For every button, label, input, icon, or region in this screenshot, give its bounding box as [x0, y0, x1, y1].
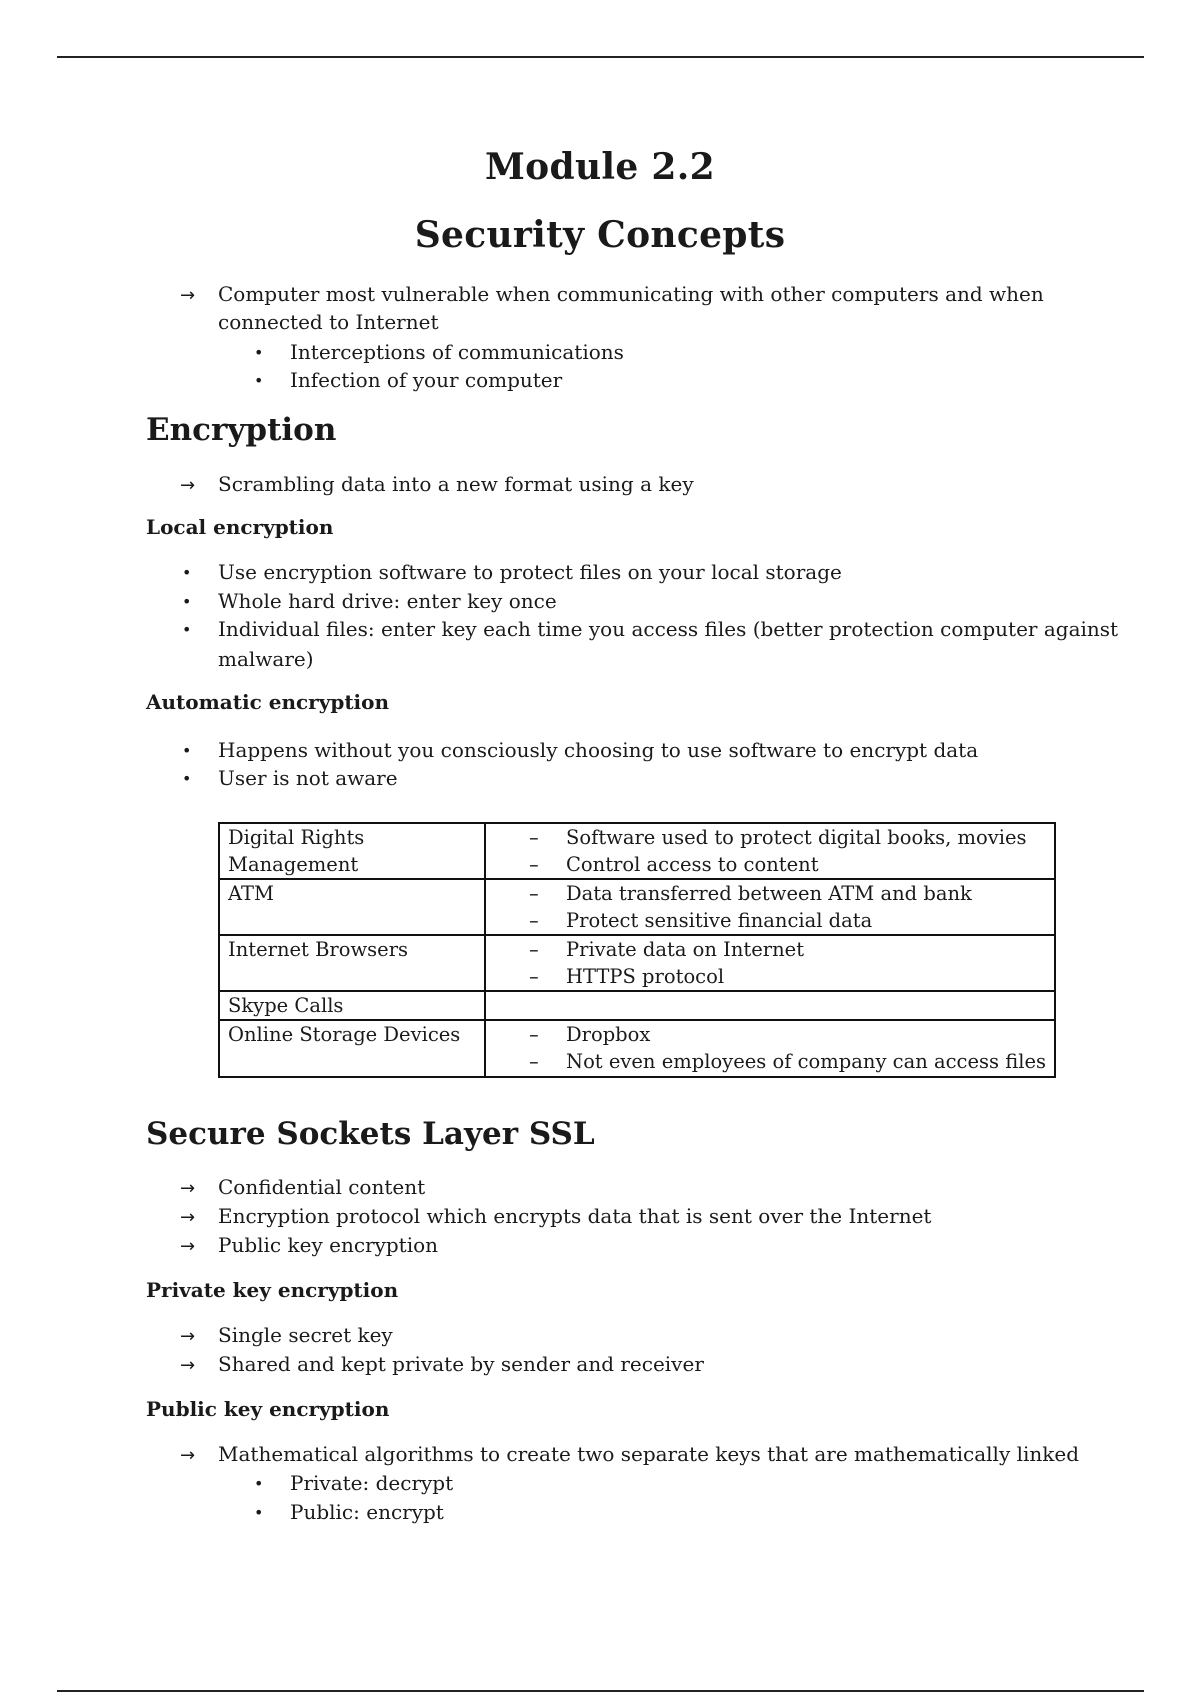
bullet-icon: • [254, 1503, 264, 1522]
table-row [219, 991, 1055, 1020]
arrow-icon: → [180, 1236, 196, 1257]
automatic-bullet-2: User is not aware [218, 766, 398, 790]
intro-text-line-1: Computer most vulnerable when communicating with other computers and when [218, 282, 1044, 306]
arrow-icon: → [180, 1178, 196, 1199]
bullet-icon: • [254, 371, 264, 390]
row-name-line: Internet Browsers [228, 938, 409, 961]
arrow-icon: → [180, 1326, 196, 1347]
dash-icon: – [529, 909, 539, 932]
table-row [219, 1020, 1055, 1077]
table-cell-details [485, 991, 1055, 1020]
list-item [494, 880, 1046, 907]
arrow-icon: → [180, 1355, 196, 1376]
automatic-bullet-1: Happens without you consciously choosing to use software to encrypt data [218, 738, 979, 762]
module-number: Module 2.2 [485, 146, 715, 188]
dash-icon: – [529, 965, 539, 988]
table-cell-name [219, 991, 485, 1020]
table-cell-name [219, 935, 485, 991]
encryption-heading: Encryption [146, 412, 337, 448]
list-item [494, 824, 1046, 851]
list-item [494, 907, 1046, 934]
table-cell-name [219, 1020, 485, 1077]
row-name-line: ATM [228, 882, 274, 905]
top-rule [57, 56, 1144, 58]
table-cell-details [485, 823, 1055, 879]
row-name-line: Management [228, 853, 359, 876]
bullet-icon: • [182, 769, 192, 788]
table-cell-details [485, 935, 1055, 991]
list-item-text: Dropbox [566, 1023, 651, 1046]
table-cell-name [219, 823, 485, 879]
row-name-line: Online Storage Devices [228, 1023, 461, 1046]
table-cell-details [485, 879, 1055, 935]
bullet-icon: • [254, 343, 264, 362]
local-bullet-3: Individual files: enter key each time you access files (better protection computer against [218, 617, 1119, 641]
dash-icon: – [529, 938, 539, 961]
ssl-arrow-1: Confidential content [218, 1175, 426, 1199]
ssl-heading: Secure Sockets Layer SSL [146, 1116, 595, 1152]
list-item [494, 1021, 1046, 1048]
dash-icon: – [529, 1023, 539, 1046]
dash-icon: – [529, 882, 539, 905]
local-bullet-3-continuation: malware) [218, 647, 314, 671]
bottom-rule [57, 1690, 1144, 1692]
bullet-icon: • [254, 1474, 264, 1493]
intro-text-line-2: connected to Internet [218, 310, 439, 334]
arrow-icon: → [180, 475, 196, 496]
table-cell-details [485, 1020, 1055, 1077]
bullet-icon: • [182, 592, 192, 611]
private-key-arrow-2: Shared and kept private by sender and receiver [218, 1352, 704, 1376]
encryption-definition: Scrambling data into a new format using a key [218, 472, 694, 496]
arrow-icon: → [180, 1207, 196, 1228]
list-item-text: Not even employees of company can access files [566, 1050, 1046, 1073]
intro-bullet-1: Interceptions of communications [290, 340, 624, 364]
row-name-line: Digital Rights [228, 826, 365, 849]
bullet-icon: • [182, 620, 192, 639]
list-item-text: Data transferred between ATM and bank [566, 882, 972, 905]
list-item [494, 851, 1046, 878]
local-bullet-2: Whole hard drive: enter key once [218, 589, 557, 613]
ssl-arrow-3: Public key encryption [218, 1233, 439, 1257]
private-key-arrow-1: Single secret key [218, 1323, 393, 1347]
dash-icon: – [529, 1050, 539, 1073]
list-item-text: HTTPS protocol [566, 965, 725, 988]
arrow-icon: → [180, 285, 196, 306]
intro-bullet-2: Infection of your computer [290, 368, 563, 392]
row-name-line: Skype Calls [228, 994, 344, 1017]
automatic-encryption-heading: Automatic encryption [146, 690, 390, 714]
list-item-text: Protect sensitive financial data [566, 909, 873, 932]
list-item-text: Control access to content [566, 853, 819, 876]
list-item-text: Private data on Internet [566, 938, 805, 961]
table-row [219, 879, 1055, 935]
ssl-arrow-2: Encryption protocol which encrypts data that is sent over the Internet [218, 1204, 932, 1228]
list-item [494, 936, 1046, 963]
list-item [494, 963, 1046, 990]
local-bullet-1: Use encryption software to protect files on your local storage [218, 560, 842, 584]
dash-icon: – [529, 853, 539, 876]
list-item-text: Software used to protect digital books, movies [566, 826, 1027, 849]
table-row [219, 823, 1055, 879]
bullet-icon: • [182, 563, 192, 582]
table-row [219, 935, 1055, 991]
public-key-arrow: Mathematical algorithms to create two separate keys that are mathematically linked [218, 1442, 1080, 1466]
table-cell-name [219, 879, 485, 935]
public-key-bullet-1: Private: decrypt [290, 1471, 454, 1495]
public-key-heading: Public key encryption [146, 1397, 390, 1421]
page-title: Security Concepts [414, 214, 786, 256]
public-key-bullet-2: Public: encrypt [290, 1500, 444, 1524]
dash-icon: – [529, 826, 539, 849]
bullet-icon: • [182, 741, 192, 760]
arrow-icon: → [180, 1445, 196, 1466]
local-encryption-heading: Local encryption [146, 515, 334, 539]
encryption-uses-table [218, 822, 1056, 1078]
private-key-heading: Private key encryption [146, 1278, 399, 1302]
list-item [494, 1048, 1046, 1075]
